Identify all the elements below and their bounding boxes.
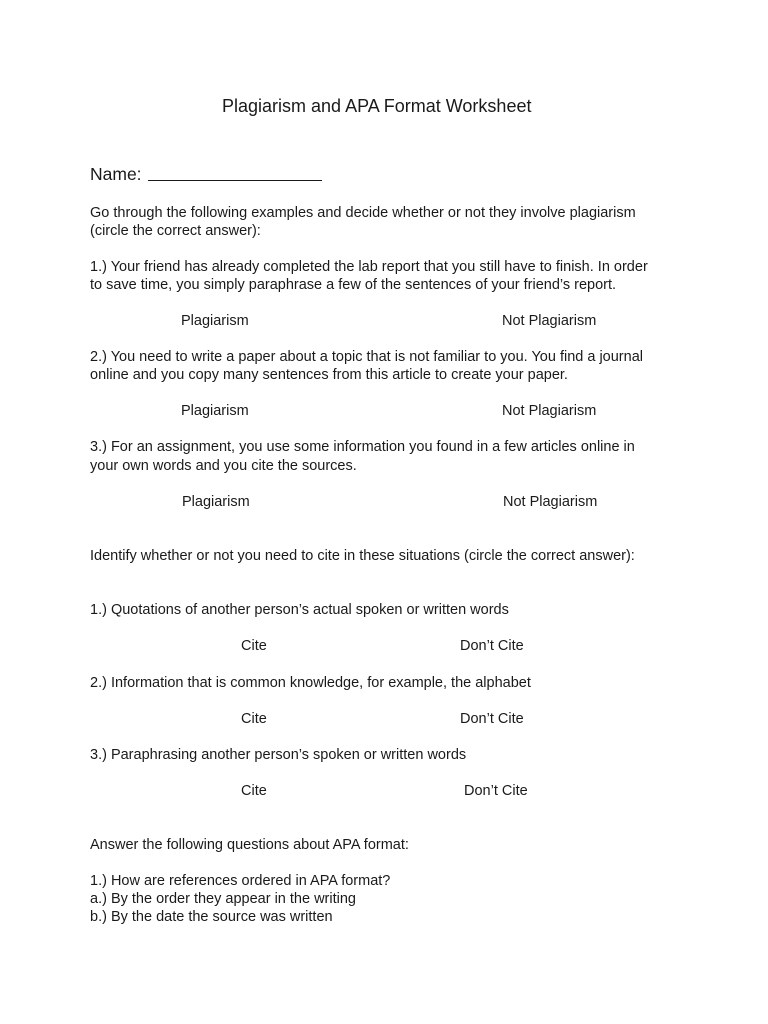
name-label: Name: bbox=[90, 164, 142, 184]
section2-q2-option-dont-cite[interactable]: Don’t Cite bbox=[460, 711, 524, 727]
section2-question2: 2.) Information that is common knowledge, for example, the alphabet bbox=[90, 675, 531, 691]
section2-q1-option-dont-cite[interactable]: Don’t Cite bbox=[460, 638, 524, 654]
section2-q1-option-cite[interactable]: Cite bbox=[241, 638, 267, 654]
section2-question1: 1.) Quotations of another person’s actual spoken or written words bbox=[90, 602, 509, 618]
section1-q1-option-plagiarism[interactable]: Plagiarism bbox=[181, 313, 249, 329]
page-title: Plagiarism and APA Format Worksheet bbox=[222, 96, 532, 116]
section3-choice-a[interactable]: a.) By the order they appear in the writing bbox=[90, 891, 356, 907]
section2-instructions: Identify whether or not you need to cite in these situations (circle the correct answer): bbox=[90, 548, 635, 564]
section1-question2-line2: online and you copy many sentences from this article to create your paper. bbox=[90, 367, 568, 383]
section1-question1-line2: to save time, you simply paraphrase a few of the sentences of your friend’s report. bbox=[90, 277, 617, 293]
section1-q3-option-not-plagiarism[interactable]: Not Plagiarism bbox=[503, 494, 598, 510]
section1-q2-option-not-plagiarism[interactable]: Not Plagiarism bbox=[502, 403, 597, 419]
section2-question3: 3.) Paraphrasing another person’s spoken or written words bbox=[90, 747, 467, 763]
section2-q2-option-cite[interactable]: Cite bbox=[241, 711, 267, 727]
section2-q3-option-dont-cite[interactable]: Don’t Cite bbox=[464, 783, 528, 799]
section2-q3-option-cite[interactable]: Cite bbox=[241, 783, 267, 799]
section1-q2-option-plagiarism[interactable]: Plagiarism bbox=[181, 403, 249, 419]
name-blank-line[interactable] bbox=[148, 180, 322, 181]
section1-question3-line2: your own words and you cite the sources. bbox=[90, 458, 357, 474]
section1-question3-line1: 3.) For an assignment, you use some information you found in a few articles online in bbox=[90, 439, 635, 455]
section3-question1: 1.) How are references ordered in APA format? bbox=[90, 873, 391, 889]
section1-question1-line1: 1.) Your friend has already completed the lab report that you still have to finish. In order bbox=[90, 259, 648, 275]
section1-question2-line1: 2.) You need to write a paper about a topic that is not familiar to you. You find a journal bbox=[90, 349, 643, 365]
section1-q1-option-not-plagiarism[interactable]: Not Plagiarism bbox=[502, 313, 597, 329]
section1-instructions-line2: (circle the correct answer): bbox=[90, 223, 261, 239]
section3-choice-b[interactable]: b.) By the date the source was written bbox=[90, 909, 333, 925]
section1-instructions-line1: Go through the following examples and decide whether or not they involve plagiarism bbox=[90, 205, 636, 221]
section3-instructions: Answer the following questions about APA format: bbox=[90, 837, 409, 853]
section1-q3-option-plagiarism[interactable]: Plagiarism bbox=[182, 494, 250, 510]
